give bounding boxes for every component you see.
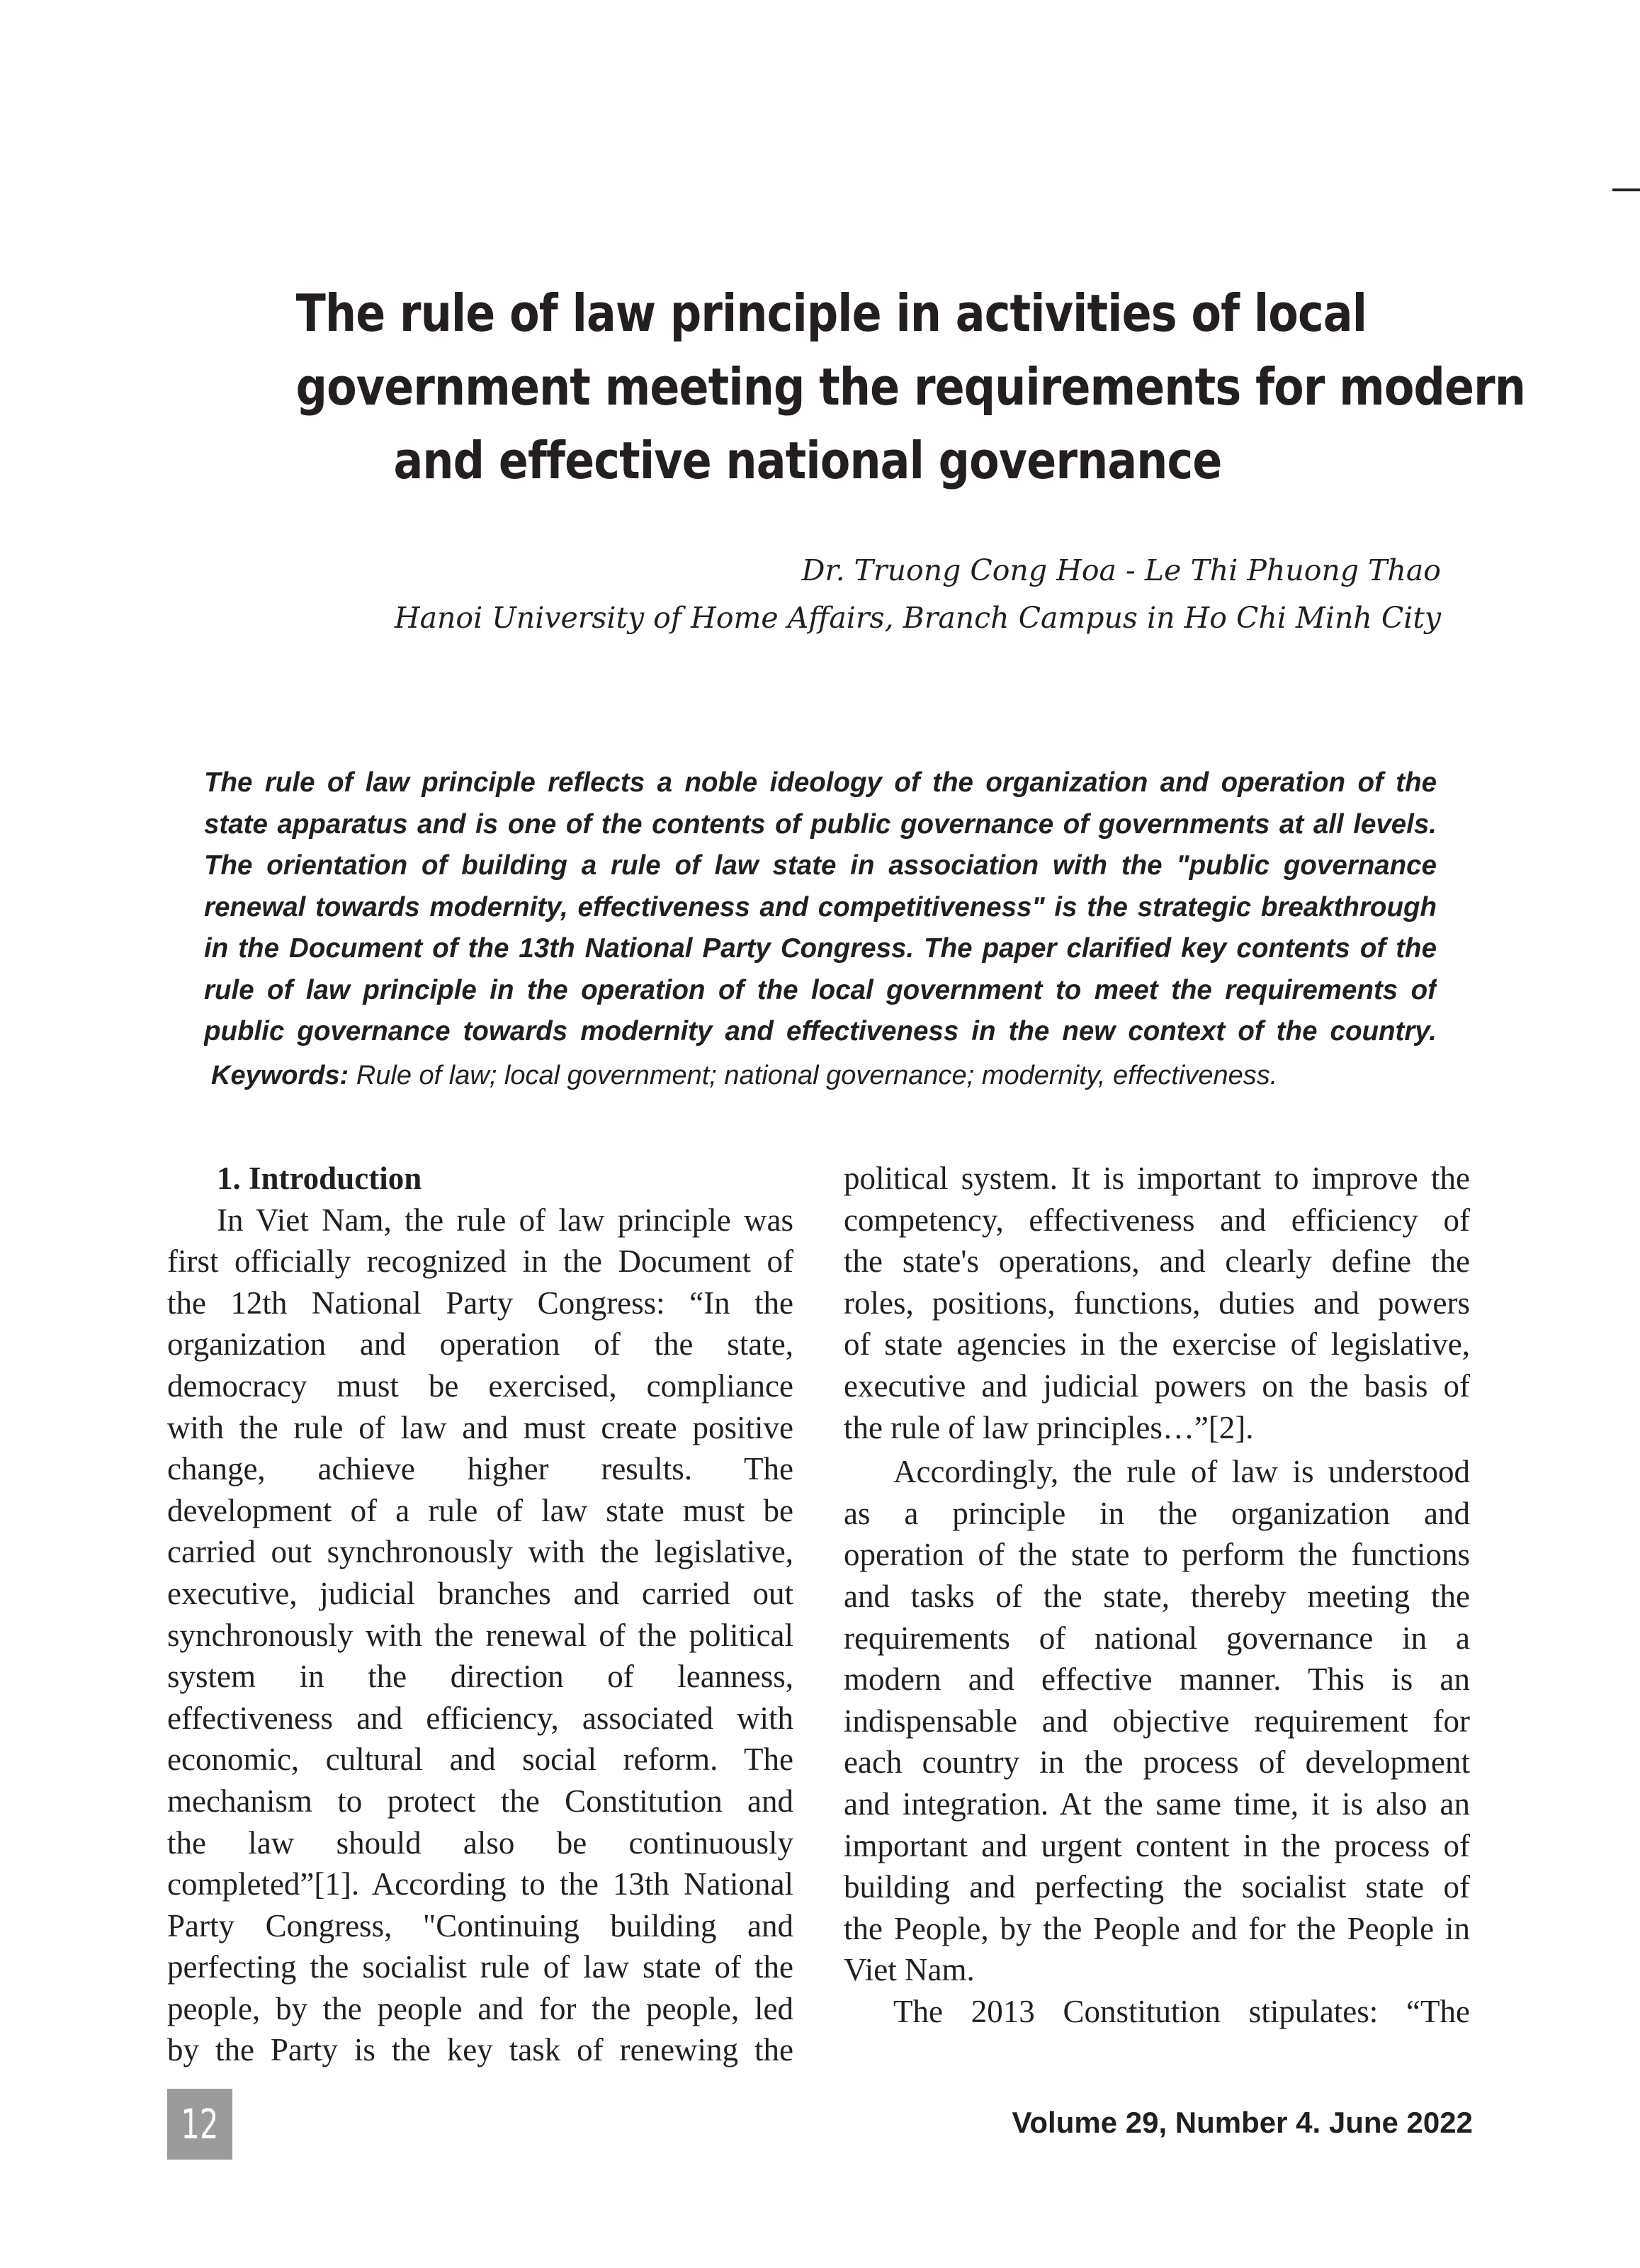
body-line: organization and operation of the state, [167, 1326, 793, 1363]
body-line: development of a rule of law state must be [167, 1492, 793, 1528]
keywords [211, 1055, 1437, 1096]
body-line: requirements of national governance in a [844, 1620, 1470, 1656]
keywords-label: Keywords: [211, 1061, 349, 1090]
page-number-badge [167, 2089, 232, 2160]
title-line: government meeting the requirements for modern [295, 357, 1526, 417]
left-column [167, 1158, 793, 2071]
body-line: building and perfecting the socialist state of [844, 1869, 1470, 1905]
abstract [204, 762, 1437, 1053]
body-line: Viet Nam. [844, 1952, 975, 1988]
body-line: perfecting the socialist rule of law state of the [167, 1949, 793, 1985]
body-line: completed”[1]. According to the 13th National [167, 1866, 793, 1902]
journal-volume-info: Volume 29, Number 4. June 2022 [1012, 2106, 1473, 2139]
body-line: the state's operations, and clearly define the [844, 1243, 1470, 1280]
body-line: competency, effectiveness and efficiency of [844, 1202, 1470, 1238]
body-line: roles, positions, functions, duties and powers [844, 1285, 1470, 1321]
body-line: of state agencies in the exercise of legislative, [844, 1326, 1470, 1363]
title-line: and effective national governance [393, 431, 1222, 490]
keywords-text: Rule of law; local government; national governance; modernity, effectiveness. [349, 1061, 1278, 1090]
body-line: executive, judicial branches and carried out [167, 1575, 793, 1611]
abstract-line: The rule of law principle reflects a noble ideology of the organization and operation of the [204, 767, 1437, 798]
body-line: operation of the state to perform the functions [844, 1537, 1470, 1573]
body-line: modern and effective manner. This is an [844, 1661, 1470, 1698]
body-line: system in the direction of leanness, [167, 1659, 793, 1695]
body-line: carried out synchronously with the legislative, [167, 1534, 793, 1570]
body-line: the law should also be continuously [167, 1824, 793, 1861]
body-line: In Viet Nam, the rule of law principle was [217, 1202, 793, 1238]
body-line: important and urgent content in the process of [844, 1827, 1470, 1863]
body-line: executive and judicial powers on the basis of [844, 1367, 1470, 1404]
author-names: Dr. Truong Cong Hoa - Le Thi Phuong Thao [801, 553, 1441, 587]
body-line: political system. It is important to improve the [844, 1161, 1470, 1196]
title-line: The rule of law principle in activities of local [295, 283, 1367, 343]
abstract-line: in the Document of the 13th National Party Congress. The paper clarified key contents of the [204, 933, 1437, 964]
author-block [213, 547, 1441, 642]
body-line: the People, by the People and for the People in [844, 1910, 1470, 1946]
body-line: the 12th National Party Congress: “In the [167, 1285, 793, 1321]
abstract-line: The orientation of building a rule of law state in association with the "public governance [204, 850, 1437, 881]
body-line: by the Party is the key task of renewing the [167, 2032, 793, 2068]
body-line: people, by the people and for the people, led [167, 1990, 793, 2026]
body-line: change, achieve higher results. The [167, 1451, 793, 1487]
abstract-line: renewal towards modernity, effectiveness and competitiveness" is the strategic breakthrough [204, 891, 1437, 923]
body-line: effectiveness and efficiency, associated with [167, 1700, 793, 1736]
body-line: first officially recognized in the Document of [167, 1243, 793, 1280]
body-line: mechanism to protect the Constitution and [167, 1783, 793, 1819]
abstract-line: rule of law principle in the operation of the local government to meet the requirements of [204, 974, 1437, 1005]
body-line: The 2013 Constitution stipulates: “The [893, 1993, 1470, 2029]
article-title [295, 276, 1526, 497]
body-line: Accordingly, the rule of law is understood [893, 1454, 1470, 1490]
body-line: indispensable and objective requirement for [844, 1703, 1470, 1739]
body-line: as a principle in the organization and [844, 1495, 1470, 1531]
body-line: economic, cultural and social reform. The [167, 1742, 793, 1778]
body-line: with the rule of law and must create positive [167, 1409, 793, 1445]
page-number: 12 [181, 2100, 219, 2148]
author-affiliation: Hanoi University of Home Affairs, Branch Campus in Ho Chi Minh City [394, 601, 1441, 635]
body-line: democracy must be exercised, compliance [167, 1367, 793, 1404]
corner-crop-mark [1612, 188, 1640, 191]
body-line: Party Congress, "Continuing building and [167, 1907, 793, 1943]
right-column [844, 1158, 1470, 2032]
body-line: and tasks of the state, thereby meeting the [844, 1578, 1470, 1614]
body-line: and integration. At the same time, it is also an [844, 1785, 1470, 1822]
body-line: synchronously with the renewal of the political [167, 1617, 793, 1653]
abstract-line: public governance towards modernity and effectiveness in the new context of the country. [204, 1016, 1437, 1046]
section-heading: 1. Introduction [217, 1161, 422, 1196]
body-line: the rule of law principles…”[2]. [844, 1409, 1254, 1445]
abstract-line: state apparatus and is one of the contents of public governance of governments at all levels. [204, 808, 1437, 840]
body-line: each country in the process of development [844, 1744, 1470, 1781]
